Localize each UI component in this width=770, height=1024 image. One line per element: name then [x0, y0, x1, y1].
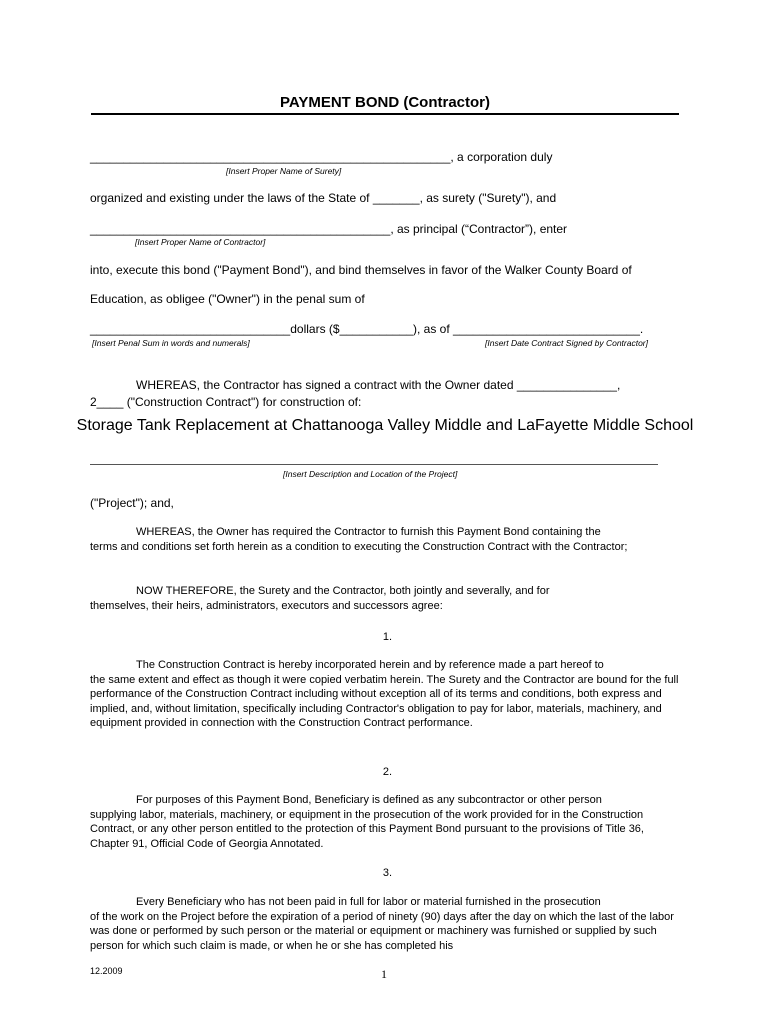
penal-sum-hint: [Insert Penal Sum in words and numerals]: [92, 338, 250, 348]
section-2-number: 2.: [382, 766, 393, 778]
section-1-rest: the same extent and effect as though it were copied verbatim herein. The Surety and the Contractor are bound for the full performance of the Construction Contract including without exception all of its terms and conditions, both express and implied, and, without limitation, specifically including Contractor's obligation to pay for labor, materials, machinery, and equipment provided in connection with the Construction Contract performance.: [90, 673, 679, 729]
obligee-line: Education, as obligee ("Owner") in the penal sum of: [90, 292, 365, 306]
section-3-first-line: Every Beneficiary who has not been paid in full for labor or material furnished in the prosecution: [136, 896, 601, 908]
principal-hint: [Insert Proper Name of Contractor]: [135, 237, 266, 247]
contract-date-hint: [Insert Date Contract Signed by Contractor]: [485, 338, 648, 348]
whereas-owner-first-line: WHEREAS, the Owner has required the Contractor to furnish this Payment Bond containing the: [136, 526, 601, 538]
penal-sum-line: ______________________________dollars ($___________), as of ____________________________.: [90, 322, 644, 336]
whereas-owner-rest: terms and conditions set forth herein as a condition to executing the Construction Contract with the Contractor;: [90, 540, 628, 553]
footer-date: 12.2009: [90, 966, 123, 976]
section-3-rest: of the work on the Project before the expiration of a period of ninety (90) days after the day on which the last of the labor was done or performed by such person or the material or equipment or machinery was furnished or supplied by such person for which such claim is made, or when he or she has completed his: [90, 910, 674, 952]
page-title: PAYMENT BOND (Contractor): [279, 94, 490, 111]
section-2-first-line: For purposes of this Payment Bond, Beneficiary is defined as any subcontractor or other person: [136, 794, 602, 806]
whereas-owner-paragraph: [90, 525, 685, 554]
now-therefore-rest: themselves, their heirs, administrators, executors and successors agree:: [90, 599, 443, 612]
section-1-paragraph: [90, 658, 685, 731]
principal-line: _____________________________________________, as principal (“Contractor”), enter: [90, 222, 568, 236]
whereas-contract-line-2: 2____ ("Construction Contract") for construction of:: [90, 395, 362, 409]
section-1-number: 1.: [382, 631, 393, 643]
section-3-number: 3.: [382, 867, 393, 879]
project-hint: [Insert Description and Location of the Project]: [283, 469, 458, 479]
section-2-paragraph: [90, 793, 685, 851]
now-therefore-first-line: NOW THEREFORE, the Surety and the Contractor, both jointly and severally, and for: [136, 585, 550, 597]
title-underline: [91, 113, 679, 115]
surety-line: ______________________________________________________, a corporation duly: [90, 150, 553, 164]
project-rule: [90, 464, 658, 465]
now-therefore-paragraph: [90, 584, 685, 613]
project-name: Storage Tank Replacement at Chattanooga Valley Middle and LaFayette Middle School: [76, 417, 694, 434]
execute-line: into, execute this bond ("Payment Bond"), and bind themselves in favor of the Walker County Board of: [90, 263, 632, 277]
section-2-rest: supplying labor, materials, machinery, or equipment in the prosecution of the work provided for in the Construction Contract, or any other person entitled to the protection of this Payment Bond pursuant to the provisions of Title 36, Chapter 91, Official Code of Georgia Annotated.: [90, 808, 644, 850]
page-number: 1: [381, 967, 387, 981]
project-and-line: ("Project"); and,: [90, 496, 174, 510]
whereas-contract-line-1: WHEREAS, the Contractor has signed a contract with the Owner dated _______________,: [136, 378, 621, 392]
surety-hint: [Insert Proper Name of Surety]: [226, 166, 342, 176]
section-1-first-line: The Construction Contract is hereby incorporated herein and by reference made a part hereof to: [136, 659, 604, 671]
section-3-paragraph: [90, 895, 685, 953]
state-line: organized and existing under the laws of the State of _______, as surety ("Surety"), and: [90, 191, 557, 205]
